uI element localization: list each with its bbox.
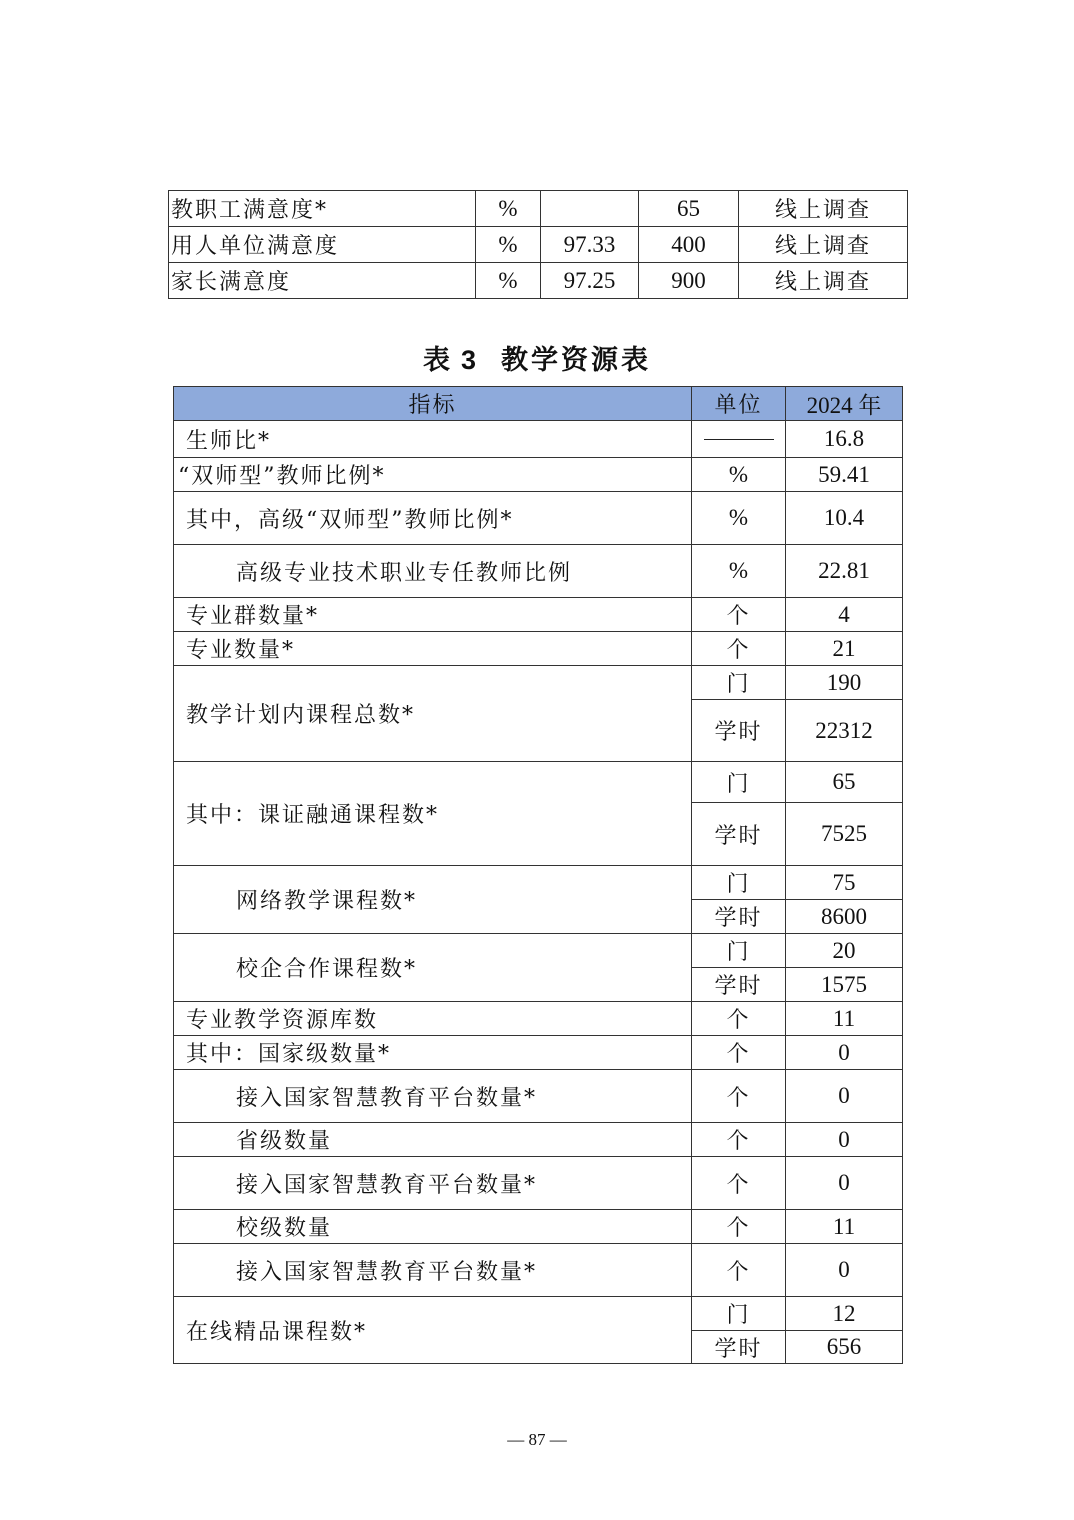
row-label: 省级数量	[174, 1123, 692, 1157]
row-value: 97.33	[541, 227, 639, 263]
row-label: 接入国家智慧教育平台数量*	[174, 1244, 692, 1297]
row-label: 高级专业技术职业专任教师比例	[174, 545, 692, 598]
table-row	[174, 545, 903, 598]
table-row	[174, 1002, 903, 1036]
table-row	[174, 421, 903, 458]
row-value: 0	[786, 1036, 903, 1070]
row-label: “双师型”教师比例*	[174, 458, 692, 492]
row-label: 生师比*	[174, 421, 692, 458]
table-title-name: 教学资源表	[501, 345, 652, 376]
table-row	[169, 263, 908, 299]
table-header-row	[174, 387, 903, 421]
row-unit: 个	[692, 1123, 786, 1157]
row-value: 65	[786, 762, 903, 803]
table-row	[174, 1123, 903, 1157]
teaching-resources-table	[173, 386, 903, 1364]
row-value: 22.81	[786, 545, 903, 598]
row-label: 其中：国家级数量*	[174, 1036, 692, 1070]
row-value: 7525	[786, 803, 903, 866]
row-label: 教学计划内课程总数*	[174, 666, 692, 762]
row-value: 11	[786, 1210, 903, 1244]
table-row	[174, 458, 903, 492]
row-unit: %	[692, 458, 786, 492]
row-label: 其中：课证融通课程数*	[174, 762, 692, 866]
row-label: 专业教学资源库数	[174, 1002, 692, 1036]
row-value: 0	[786, 1157, 903, 1210]
row-label: 教职工满意度*	[169, 191, 476, 227]
row-method: 线上调查	[739, 191, 908, 227]
row-unit: 门	[692, 1297, 786, 1331]
row-unit: 个	[692, 1244, 786, 1297]
row-value: 20	[786, 934, 903, 968]
row-label: 接入国家智慧教育平台数量*	[174, 1070, 692, 1123]
table-row	[174, 1297, 903, 1331]
table-row	[174, 632, 903, 666]
row-unit: 个	[692, 1002, 786, 1036]
row-value: 1575	[786, 968, 903, 1002]
row-label: 在线精品课程数*	[174, 1297, 692, 1364]
table-row	[174, 598, 903, 632]
row-unit: %	[476, 227, 541, 263]
row-label: 校级数量	[174, 1210, 692, 1244]
row-unit: 学时	[692, 900, 786, 934]
row-unit: %	[692, 492, 786, 545]
row-value: 0	[786, 1244, 903, 1297]
header-year: 2024 年	[786, 387, 903, 421]
row-unit: 门	[692, 866, 786, 900]
row-unit: 门	[692, 666, 786, 700]
row-unit: 个	[692, 632, 786, 666]
row-value: 12	[786, 1297, 903, 1331]
page-number: — 87 —	[507, 1430, 567, 1449]
row-unit: %	[476, 263, 541, 299]
row-method: 线上调查	[739, 227, 908, 263]
row-label: 用人单位满意度	[169, 227, 476, 263]
table-row	[169, 191, 908, 227]
table-row	[174, 492, 903, 545]
header-unit: 单位	[692, 387, 786, 421]
row-count: 400	[639, 227, 739, 263]
row-unit: %	[692, 545, 786, 598]
row-unit: 个	[692, 598, 786, 632]
satisfaction-table	[168, 190, 908, 299]
header-indicator: 指标	[174, 387, 692, 421]
table-row	[174, 1210, 903, 1244]
dash-mark	[704, 439, 774, 440]
row-method: 线上调查	[739, 263, 908, 299]
row-value: 21	[786, 632, 903, 666]
row-count: 65	[639, 191, 739, 227]
table-title	[0, 338, 1074, 377]
row-unit: 学时	[692, 700, 786, 762]
row-value: 97.25	[541, 263, 639, 299]
table-row	[174, 666, 903, 700]
row-unit: 个	[692, 1210, 786, 1244]
row-unit: 学时	[692, 803, 786, 866]
row-value: 8600	[786, 900, 903, 934]
row-value: 656	[786, 1331, 903, 1364]
row-label: 家长满意度	[169, 263, 476, 299]
row-value: 190	[786, 666, 903, 700]
row-value: 16.8	[786, 421, 903, 458]
row-unit: 学时	[692, 1331, 786, 1364]
table-row	[169, 227, 908, 263]
table-row	[174, 1036, 903, 1070]
row-value: 10.4	[786, 492, 903, 545]
row-value: 0	[786, 1123, 903, 1157]
row-value	[541, 191, 639, 227]
row-unit: 个	[692, 1036, 786, 1070]
row-value: 4	[786, 598, 903, 632]
table-row	[174, 1244, 903, 1297]
table-row	[174, 1157, 903, 1210]
table-row	[174, 934, 903, 968]
row-unit	[692, 421, 786, 458]
row-value: 0	[786, 1070, 903, 1123]
row-unit: 门	[692, 762, 786, 803]
row-label: 专业数量*	[174, 632, 692, 666]
row-label: 专业群数量*	[174, 598, 692, 632]
row-unit: 个	[692, 1070, 786, 1123]
row-label: 网络教学课程数*	[174, 866, 692, 934]
row-label: 其中，高级“双师型”教师比例*	[174, 492, 692, 545]
row-count: 900	[639, 263, 739, 299]
row-label: 接入国家智慧教育平台数量*	[174, 1157, 692, 1210]
row-value: 75	[786, 866, 903, 900]
table-title-number: 3	[460, 345, 480, 375]
row-value: 22312	[786, 700, 903, 762]
row-unit: %	[476, 191, 541, 227]
table-row	[174, 1070, 903, 1123]
row-label: 校企合作课程数*	[174, 934, 692, 1002]
table-title-prefix: 表	[422, 345, 453, 376]
row-unit: 个	[692, 1157, 786, 1210]
table-row	[174, 762, 903, 803]
row-value: 59.41	[786, 458, 903, 492]
row-unit: 门	[692, 934, 786, 968]
row-value: 11	[786, 1002, 903, 1036]
table-row	[174, 866, 903, 900]
row-unit: 学时	[692, 968, 786, 1002]
